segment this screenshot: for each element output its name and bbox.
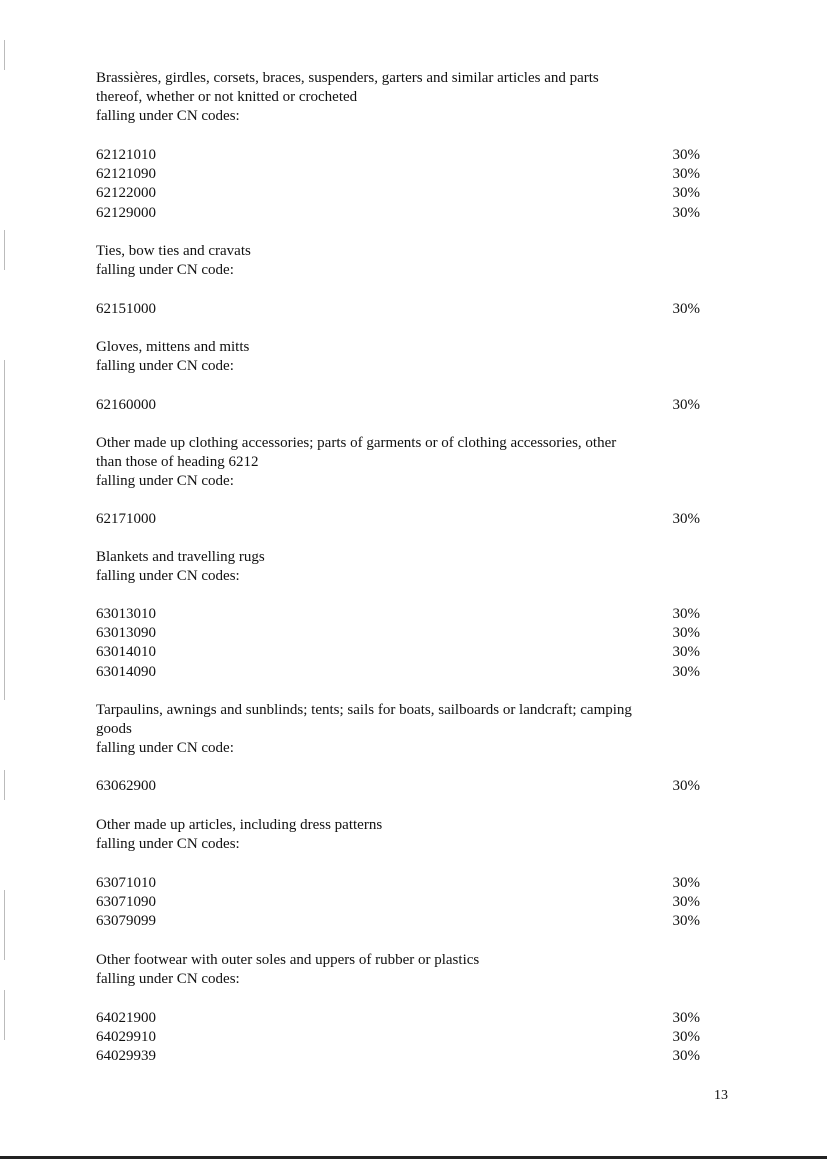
cn-code: 62122000 (96, 185, 156, 202)
duty-rate: 30% (672, 606, 700, 622)
section-heading-line: Ties, bow ties and cravats (96, 243, 251, 259)
duty-rate: 30% (672, 875, 700, 891)
code-list (96, 777, 700, 796)
duty-rate: 30% (672, 166, 700, 183)
section-heading-line: Other made up clothing accessories; parts of garments or of clothing accessories, other (96, 435, 617, 451)
section-subheading: falling under CN codes: (96, 836, 240, 853)
scan-margin-mark (4, 230, 5, 270)
code-row (96, 184, 700, 203)
code-list (96, 146, 700, 223)
duty-rate: 30% (672, 185, 700, 202)
code-row (96, 874, 700, 893)
code-row (96, 624, 700, 643)
section-heading-line: Other made up articles, including dress patterns (96, 817, 383, 833)
duty-rate: 30% (672, 663, 700, 680)
scan-margin-mark (4, 890, 5, 960)
code-list (96, 1009, 700, 1067)
cn-code: 63013090 (96, 625, 156, 642)
section-subheading: falling under CN codes: (96, 108, 240, 125)
section-tarpaulins (96, 701, 700, 759)
code-row (96, 1028, 700, 1047)
code-list (96, 396, 700, 415)
code-row (96, 510, 700, 529)
cn-code: 63071010 (96, 875, 156, 891)
section-footwear (96, 951, 700, 989)
duty-rate: 30% (672, 1029, 700, 1046)
cn-code: 63062900 (96, 778, 156, 794)
scan-margin-mark (4, 990, 5, 1040)
code-list (96, 300, 700, 319)
section-subheading: falling under CN code: (96, 262, 234, 279)
code-row (96, 912, 700, 931)
section-subheading: falling under CN code: (96, 473, 234, 490)
scan-margin-mark (4, 40, 5, 70)
section-clothing-accessories (96, 434, 700, 492)
section-heading-line: Brassières, girdles, corsets, braces, suspenders, garters and similar articles and parts (96, 70, 599, 86)
cn-code: 64029939 (96, 1048, 156, 1065)
code-row (96, 643, 700, 662)
code-row (96, 165, 700, 184)
cn-code: 63014090 (96, 663, 156, 680)
code-row (96, 1009, 700, 1028)
cn-code: 62121090 (96, 166, 156, 183)
section-brassieres (96, 69, 700, 127)
code-row (96, 777, 700, 796)
scan-margin-mark (4, 770, 5, 800)
duty-rate: 30% (672, 397, 700, 413)
cn-code: 62121010 (96, 147, 156, 163)
code-row (96, 300, 700, 319)
cn-code: 64029910 (96, 1029, 156, 1046)
cn-code: 63071090 (96, 894, 156, 911)
cn-code: 64021900 (96, 1010, 156, 1026)
section-heading-line: than those of heading 6212 (96, 454, 259, 471)
duty-rate: 30% (672, 204, 700, 221)
code-row (96, 893, 700, 912)
section-heading-line: Gloves, mittens and mitts (96, 339, 250, 355)
cn-code: 63014010 (96, 644, 156, 661)
section-subheading: falling under CN code: (96, 358, 234, 375)
code-list (96, 874, 700, 932)
cn-code: 62129000 (96, 204, 156, 221)
code-row (96, 396, 700, 415)
duty-rate: 30% (672, 147, 700, 163)
section-subheading: falling under CN code: (96, 740, 234, 757)
code-row (96, 663, 700, 682)
code-row (96, 1047, 700, 1066)
section-heading-line: Tarpaulins, awnings and sunblinds; tents; sails for boats, sailboards or landcraft; camping (96, 702, 632, 718)
duty-rate: 30% (672, 644, 700, 661)
code-row (96, 146, 700, 165)
scan-bottom-edge (0, 1156, 827, 1159)
code-row (96, 605, 700, 624)
section-heading-line: thereof, whether or not knitted or crocheted (96, 89, 358, 106)
section-subheading: falling under CN codes: (96, 971, 240, 988)
code-list (96, 510, 700, 529)
cn-code: 63079099 (96, 913, 156, 930)
section-heading-line: goods (96, 721, 132, 738)
duty-rate: 30% (672, 301, 700, 317)
section-gloves (96, 338, 700, 376)
section-heading-line: Other footwear with outer soles and uppers of rubber or plastics (96, 952, 480, 968)
duty-rate: 30% (672, 894, 700, 911)
section-ties (96, 242, 700, 280)
code-row (96, 204, 700, 223)
section-subheading: falling under CN codes: (96, 568, 240, 585)
scan-margin-mark (4, 360, 5, 700)
section-made-up-articles (96, 816, 700, 854)
duty-rate: 30% (672, 778, 700, 794)
duty-rate: 30% (672, 511, 700, 527)
cn-code: 63013010 (96, 606, 156, 622)
cn-code: 62151000 (96, 301, 156, 317)
duty-rate: 30% (672, 625, 700, 642)
duty-rate: 30% (672, 1010, 700, 1026)
section-blankets (96, 548, 700, 586)
page-number: 13 (714, 1088, 728, 1103)
section-heading-line: Blankets and travelling rugs (96, 549, 265, 565)
duty-rate: 30% (672, 1048, 700, 1065)
code-list (96, 605, 700, 682)
cn-code: 62171000 (96, 511, 156, 527)
cn-code: 62160000 (96, 397, 156, 413)
duty-rate: 30% (672, 913, 700, 930)
